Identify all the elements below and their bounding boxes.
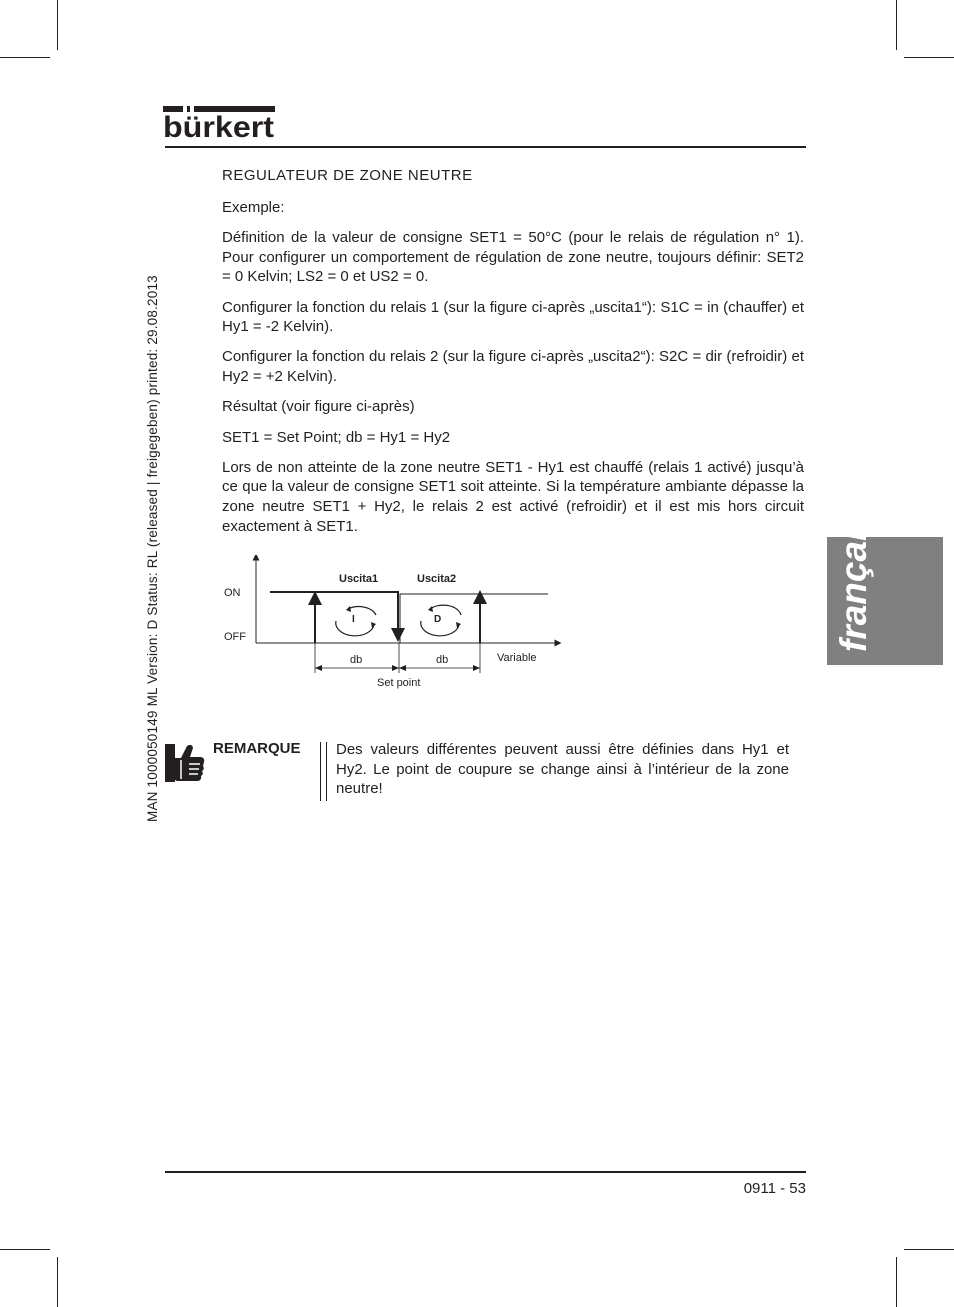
remark-divider <box>320 742 321 801</box>
footer-rule <box>165 1171 806 1173</box>
remark-divider <box>326 742 327 801</box>
language-tab <box>827 510 943 665</box>
paragraph: SET1 = Set Point; db = Hy1 = Hy2 <box>222 428 451 446</box>
document-meta: MAN 1000050149 ML Version: D Status: RL (released | freigegeben) printed: 29.08.2013 <box>145 275 160 822</box>
uscita2-label: Uscita2 <box>417 573 457 585</box>
crop-mark <box>0 57 50 58</box>
relay1-curve <box>270 592 398 635</box>
relay1-letter: I <box>352 614 355 625</box>
paragraph: Définition de la valeur de consigne SET1 = 50°C (pour le relais de régulation n° 1). Pour configurer un comportement de régulation de zone neutre, toujours définir: SET2 = 0 Kelvin; LS2 = 0 et US2 = 0. <box>222 228 804 286</box>
crop-mark <box>57 0 58 50</box>
setpoint-label: Set point <box>377 677 421 689</box>
header-rule <box>165 146 806 148</box>
crop-mark <box>57 1257 58 1307</box>
crop-mark <box>896 1257 897 1307</box>
thumbs-up-icon <box>165 742 205 784</box>
page-number: 0911 - 53 <box>743 1180 806 1197</box>
burkert-logo <box>163 104 275 142</box>
relay2-curve <box>400 594 548 643</box>
paragraph: Résultat (voir figure ci-après) <box>222 398 415 416</box>
section-heading: REGULATEUR DE ZONE NEUTRE <box>222 167 473 184</box>
crop-mark <box>896 0 897 50</box>
crop-mark <box>904 1249 954 1250</box>
svg-text:bürkert: bürkert <box>163 111 275 142</box>
remark-text: Des valeurs différentes peuvent aussi être définies dans Hy1 et Hy2. Le point de coupure se change ainsi à l’intérieur de la zone neutre! <box>336 741 789 798</box>
example-label: Exemple: <box>222 198 285 216</box>
remark-label: REMARQUE <box>213 740 301 757</box>
paragraph: Configurer la fonction du relais 1 (sur la figure ci-après „uscita1“): S1C = in (chauffer) et Hy1 = -2 Kelvin). <box>222 298 804 336</box>
on-label: ON <box>224 587 241 599</box>
x-axis-label: Variable <box>497 652 537 664</box>
relay1-rotation-icon <box>336 606 376 636</box>
paragraph: Configurer la fonction du relais 2 (sur la figure ci-après „uscita2“): S2C = dir (refroidir) et Hy2 = +2 Kelvin). <box>222 348 804 386</box>
paragraph: Lors de non atteinte de la zone neutre SET1 - Hy1 est chauffé (relais 1 activé) jusqu’à ce que la valeur de consigne SET1 soit atteinte. Si la température ambiante dépasse la zone neutre SET1 + Hy2, le relais 2 est activé (refroidir) et il est mis hors circuit exactement à SET1. <box>222 458 804 535</box>
crop-mark <box>0 1249 50 1250</box>
relay2-rotation-icon <box>421 605 461 636</box>
db-left-label: db <box>350 654 363 666</box>
neutral-zone-diagram <box>218 555 563 695</box>
main-content <box>222 166 804 547</box>
relay2-letter: D <box>434 614 442 625</box>
crop-mark <box>904 57 954 58</box>
language-tab-label: français <box>833 510 874 652</box>
uscita1-label: Uscita1 <box>339 573 379 585</box>
off-label: OFF <box>224 631 246 643</box>
db-right-label: db <box>436 654 449 666</box>
